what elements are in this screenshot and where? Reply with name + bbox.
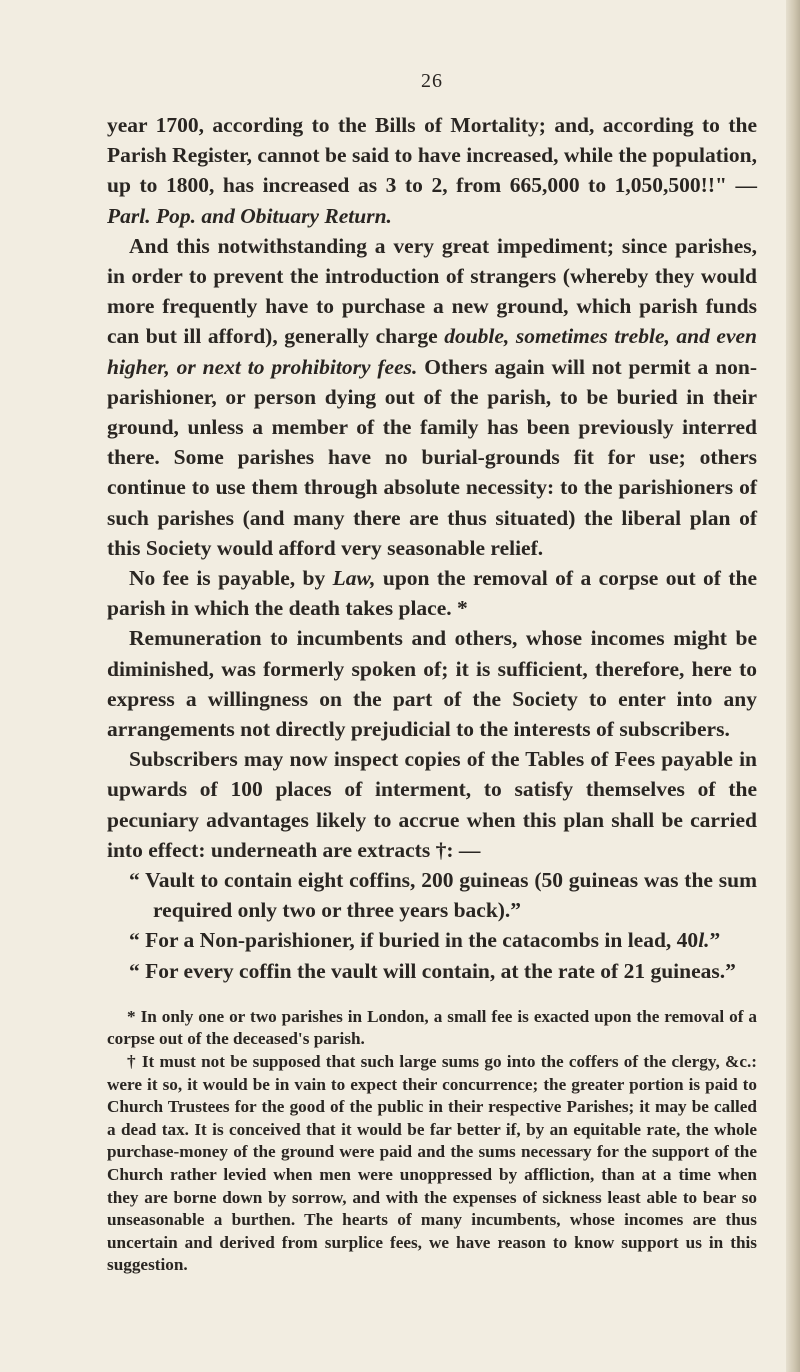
page-edge xyxy=(786,0,800,1372)
extract-vault: “ Vault to contain eight coffins, 200 guineas (50 guineas was the sum required only two or three years back).” xyxy=(129,868,757,923)
paragraph-3-emphasis: Law, xyxy=(332,566,376,591)
paragraph-3-text-b: upon the removal of a corpse out of the parish in which the death takes place. * xyxy=(107,566,757,621)
fee-extracts xyxy=(129,865,757,986)
paragraph-2 xyxy=(107,231,757,563)
paragraph-3-text-a: No fee is payable, by xyxy=(129,566,333,591)
paragraph-1-text: year 1700, according to the Bills of Mortality; and, according to the Parish Register, cannot be said to have increased, while the population, up to 1800, has increased as 3 to 2, from 665,000 to 1,050,500!!" — xyxy=(107,113,757,198)
paragraph-4: Remuneration to incumbents and others, whose incomes might be diminished, was formerly spoken of; it is sufficient, therefore, here to express a willingness on the part of the Society to enter into any arrangements not directly prejudicial to the interests of subscribers. xyxy=(107,626,757,742)
paragraph-2-text-b: Others again will not permit a non-parishioner, or person dying out of the parish, to be buried in their ground, unless a member of the family has been previously interred there. Some parishes have no burial-grounds fit for use; others continue to use them through absolute necessity: to the parishioners of such parishes (and many there are thus situated) the liberal plan of this Society would afford very seasonable relief. xyxy=(107,354,757,560)
footnote-dagger: † It must not be supposed that such large sums go into the coffers of the clergy, &c.: were it so, it would be in vain to expect their concurrence; the greater portion is paid to Church Trustees for the good of the public in their respective Parishes; it may be called a dead tax. It is conceived that it would be far better if, by an equitable rate, the whole purchase-money of the ground were paid and the sums necessary for the support of the Church rather levied when men were unoppressed by affliction, than at a time when they are borne down by sorrow, and with the expenses of sickness least able to bear so unseasonable a burthen. The hearts of many incumbents, whose incomes are thus uncertain and derived from surplice fees, we have reason to know support us in this suggestion. xyxy=(107,1052,757,1275)
paragraph-5: Subscribers may now inspect copies of the Tables of Fees payable in upwards of 100 places of interment, to satisfy themselves of the pecuniary advantages likely to accrue when this plan shall be carried into effect: underneath are extracts †: — xyxy=(107,747,757,862)
extract-every-coffin: “ For every coffin the vault will contain, at the rate of 21 guineas.” xyxy=(129,958,736,983)
paragraph-2-emphasis: double, sometimes treble, and even higher, or next to prohibitory fees. xyxy=(107,324,757,379)
body-text xyxy=(107,110,757,986)
paragraph-1-source: Parl. Pop. and Obituary Return. xyxy=(107,203,392,228)
paragraph-2-text-a: And this notwithstanding a very great impediment; since parishes, in order to prevent the introduction of strangers (whereby they would more frequently have to purchase a new ground, which parish funds can but ill afford), generally charge xyxy=(107,233,757,349)
extract-non-parishioner-text: “ For a Non-parishioner, if buried in the catacombs in lead, 40 xyxy=(129,928,699,953)
page xyxy=(107,0,757,1277)
page-number: 26 xyxy=(421,70,443,92)
footnote-asterisk: * In only one or two parishes in London, a small fee is exacted upon the removal of a corpse out of the deceased's parish. xyxy=(107,1006,757,1049)
extract-non-parishioner xyxy=(129,925,757,955)
footnotes xyxy=(107,1006,757,1277)
extract-close-quote: ” xyxy=(709,928,721,953)
paragraph-3 xyxy=(107,563,757,623)
extract-currency-symbol: l. xyxy=(698,928,710,953)
paragraph-1 xyxy=(107,110,757,231)
